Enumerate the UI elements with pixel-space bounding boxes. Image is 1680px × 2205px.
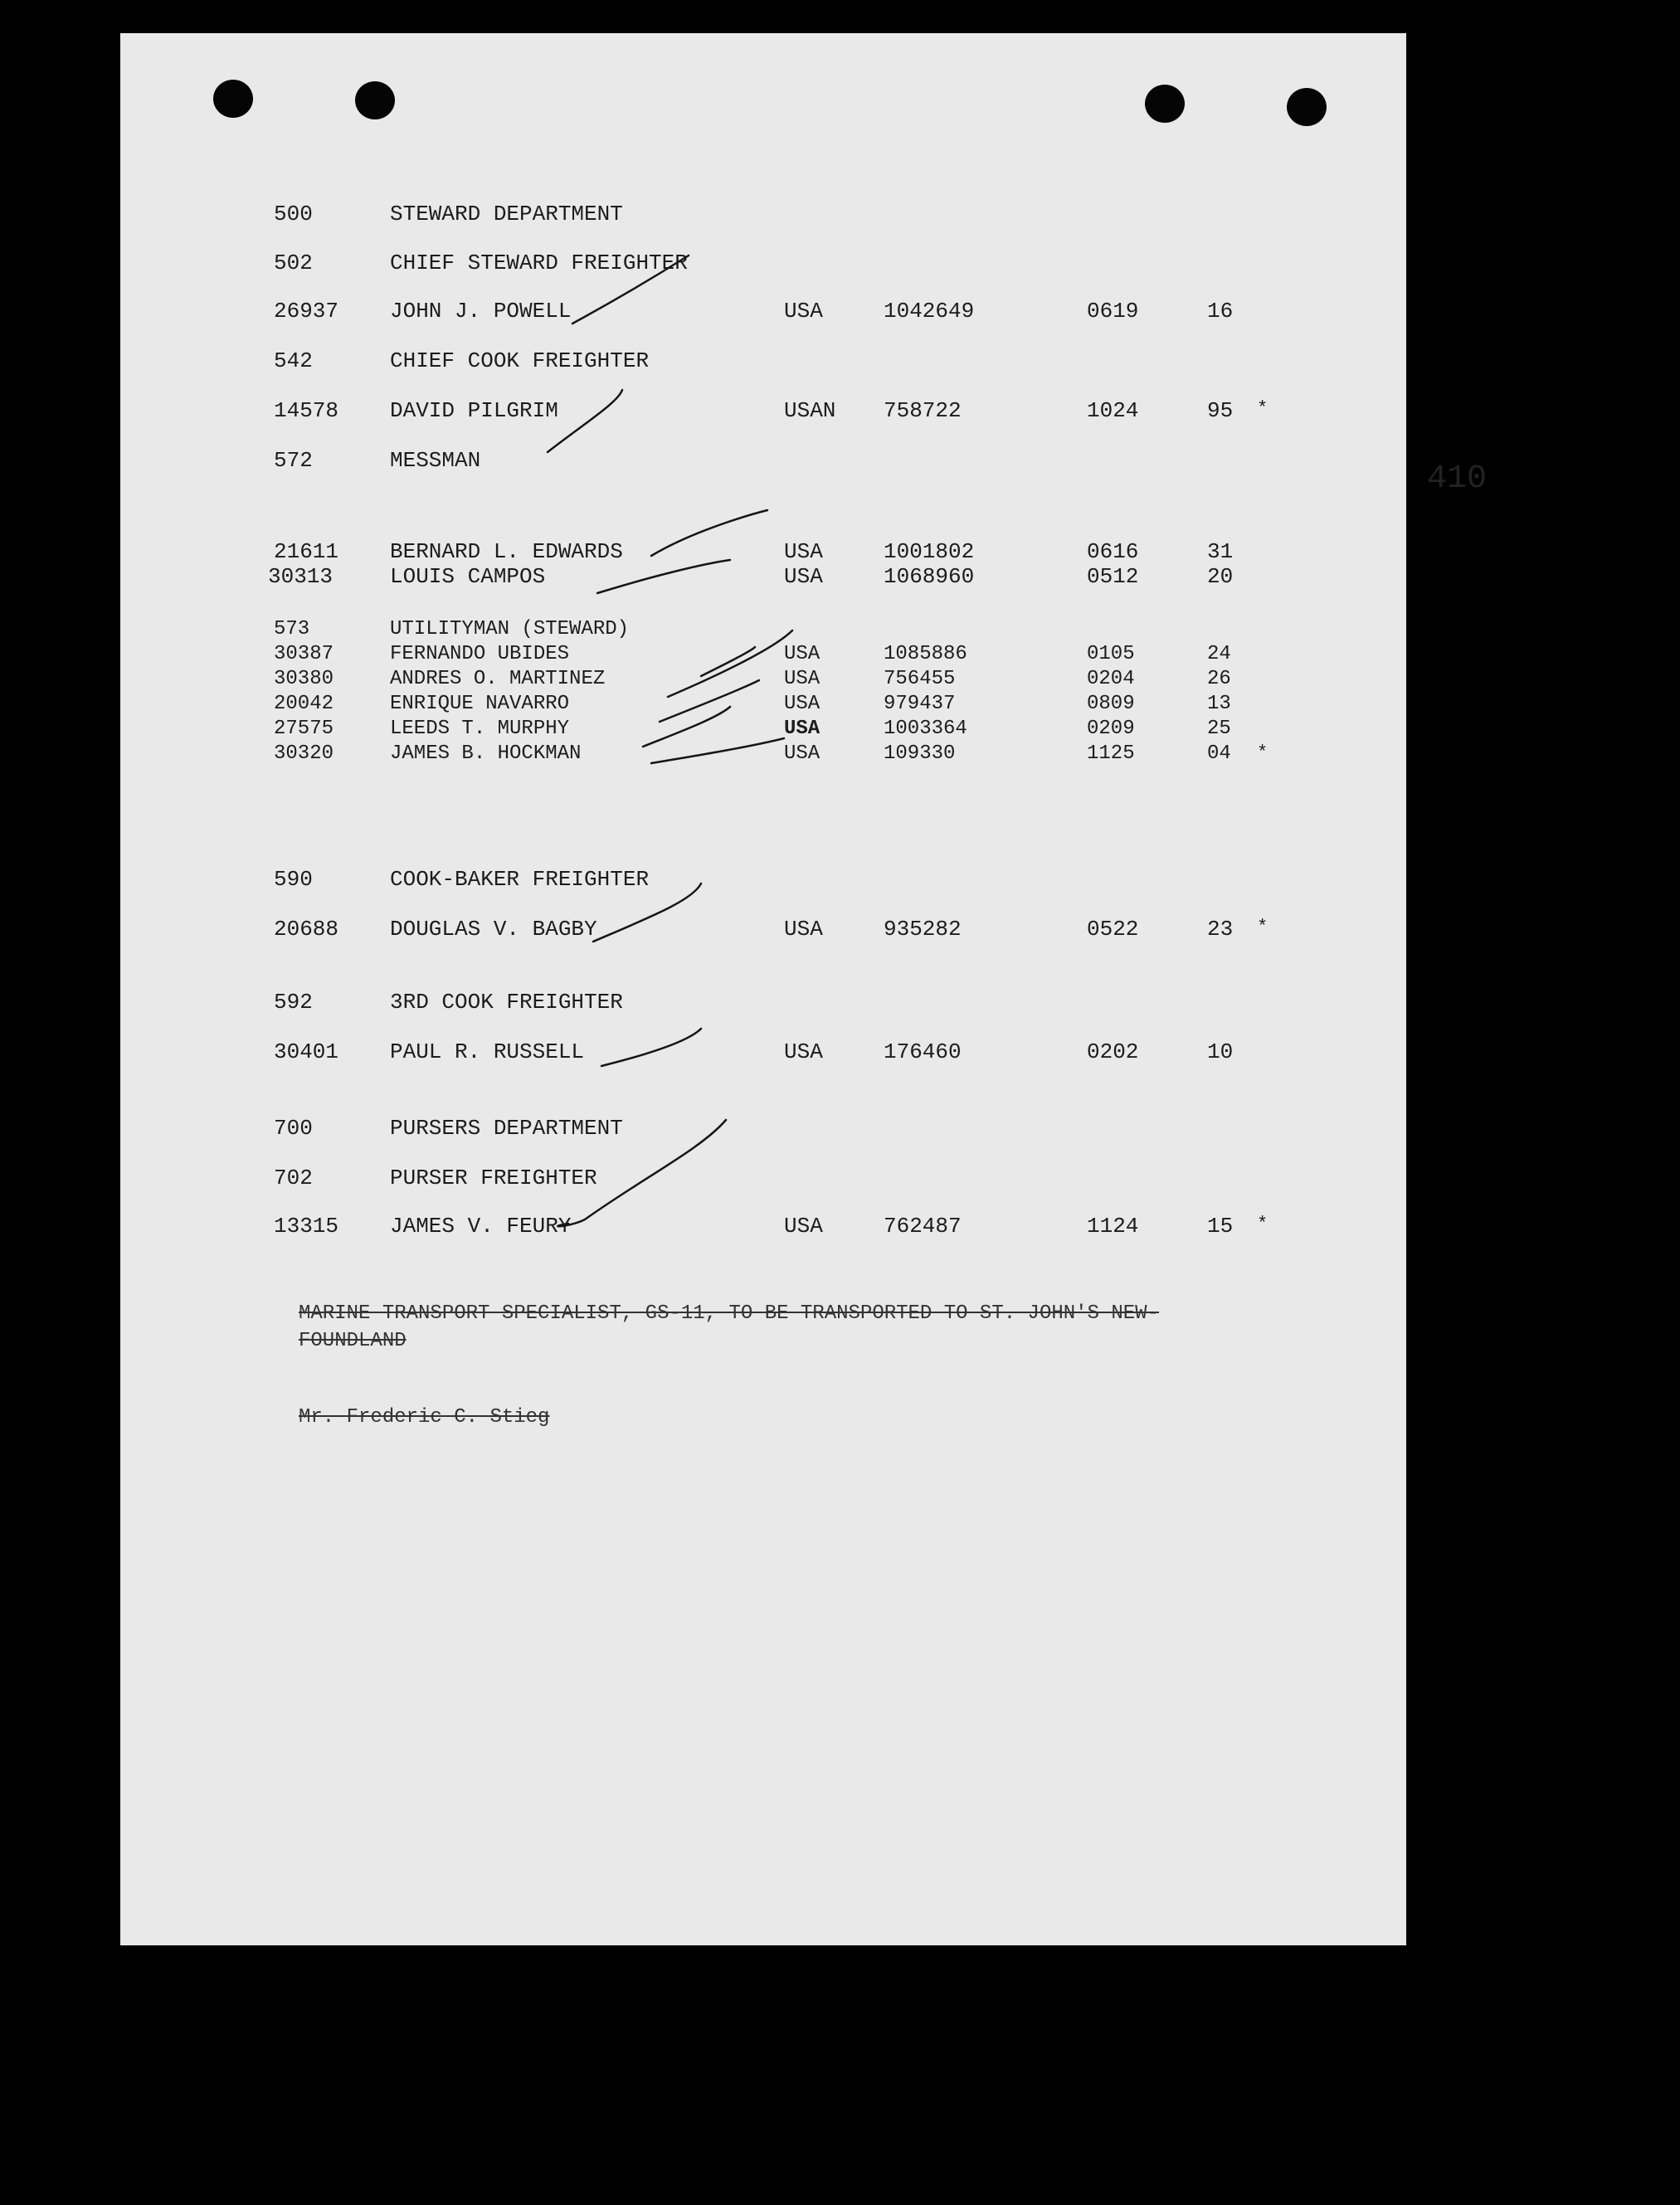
position-code: 573 <box>274 618 310 640</box>
document-page <box>120 33 1488 1945</box>
citizenship: USA <box>784 643 821 665</box>
citizenship: USA <box>784 564 823 589</box>
crew-name: DAVID PILGRIM <box>390 398 558 423</box>
crew-id: 30320 <box>274 742 334 765</box>
struck-out-line: FOUNDLAND <box>299 1330 407 1352</box>
crew-id: 30313 <box>268 564 334 589</box>
document-number: 935282 <box>884 917 962 942</box>
crew-name: BERNARD L. EDWARDS <box>390 539 623 564</box>
crew-id: 26937 <box>274 299 339 324</box>
crew-row <box>120 1214 1406 1242</box>
crew-name: PAUL R. RUSSELL <box>390 1039 585 1064</box>
crew-row <box>120 643 1406 671</box>
crew-id: 20042 <box>274 693 334 715</box>
year-code: 04 <box>1207 742 1231 765</box>
citizenship: USA <box>784 718 821 740</box>
date-code: 0616 <box>1087 539 1139 564</box>
crew-id: 13315 <box>274 1214 339 1239</box>
crew-name: JOHN J. POWELL <box>390 299 572 324</box>
crew-row <box>120 917 1406 945</box>
date-code: 0809 <box>1087 693 1135 715</box>
page-number: 410 <box>1427 460 1488 498</box>
position-header <box>120 251 1406 279</box>
crew-id: 14578 <box>274 398 339 423</box>
crew-row <box>120 564 1406 592</box>
position-code: 500 <box>274 202 313 226</box>
citizenship: USA <box>784 539 823 564</box>
position-header <box>120 867 1406 895</box>
struck-out-line: MARINE TRANSPORT SPECIALIST, GS-11, TO BE TRANSPORTED TO ST. JOHN'S NEW- <box>299 1302 1159 1325</box>
document-number: 762487 <box>884 1214 962 1239</box>
struck-out-name: Mr. Frederic C. Stieg <box>299 1406 550 1429</box>
document-number: 756455 <box>884 668 956 690</box>
citizenship: USA <box>784 299 823 324</box>
citizenship: USA <box>784 1214 823 1239</box>
position-code: 592 <box>274 990 313 1015</box>
position-code: 700 <box>274 1116 313 1141</box>
asterisk-mark: * <box>1257 398 1269 419</box>
position-title: UTILITYMAN (STEWARD) <box>390 618 630 640</box>
punch-hole <box>213 80 253 118</box>
crew-id: 27575 <box>274 718 334 740</box>
document-number: 1085886 <box>884 643 967 665</box>
position-header <box>120 348 1406 377</box>
crew-name: LEEDS T. MURPHY <box>390 718 570 740</box>
year-code: 15 <box>1207 1214 1234 1239</box>
crew-name: JAMES V. FEURY <box>390 1214 572 1239</box>
asterisk-mark: * <box>1257 917 1269 937</box>
position-code: 542 <box>274 348 313 373</box>
crew-name: JAMES B. HOCKMAN <box>390 742 582 765</box>
position-title: PURSER FREIGHTER <box>390 1166 597 1190</box>
crew-name: DOUGLAS V. BAGBY <box>390 917 597 942</box>
crew-id: 20688 <box>274 917 339 942</box>
position-title: 3RD COOK FREIGHTER <box>390 990 623 1015</box>
position-code: 702 <box>274 1166 313 1190</box>
crew-row <box>120 1039 1406 1068</box>
position-header <box>120 1166 1406 1194</box>
section-header <box>120 202 1406 230</box>
position-title: COOK-BAKER FREIGHTER <box>390 867 650 892</box>
asterisk-mark: * <box>1257 1214 1269 1234</box>
year-code: 25 <box>1207 718 1231 740</box>
section-title: PURSERS DEPARTMENT <box>390 1116 623 1141</box>
position-header <box>120 618 1406 646</box>
citizenship: USA <box>784 693 821 715</box>
document-number: 758722 <box>884 398 962 423</box>
crew-name: FERNANDO UBIDES <box>390 643 570 665</box>
crew-name: LOUIS CAMPOS <box>390 564 546 589</box>
citizenship: USA <box>784 668 821 690</box>
punch-hole <box>355 81 395 119</box>
date-code: 0522 <box>1087 917 1139 942</box>
position-header <box>120 990 1406 1018</box>
document-number: 1001802 <box>884 539 975 564</box>
crew-row <box>120 693 1406 721</box>
date-code: 0619 <box>1087 299 1139 324</box>
position-title: MESSMAN <box>390 448 481 473</box>
document-number: 979437 <box>884 693 956 715</box>
date-code: 1124 <box>1087 1214 1139 1239</box>
crew-row <box>120 539 1406 567</box>
document-number: 1003364 <box>884 718 967 740</box>
document-number: 109330 <box>884 742 956 765</box>
crew-row <box>120 398 1406 426</box>
punch-hole <box>1287 88 1327 126</box>
citizenship: USA <box>784 742 821 765</box>
crew-name: ENRIQUE NAVARRO <box>390 693 570 715</box>
citizenship: USAN <box>784 398 836 423</box>
date-code: 0105 <box>1087 643 1135 665</box>
year-code: 16 <box>1207 299 1234 324</box>
crew-row <box>120 299 1406 327</box>
year-code: 13 <box>1207 693 1231 715</box>
date-code: 0202 <box>1087 1039 1139 1064</box>
document-number: 1068960 <box>884 564 975 589</box>
year-code: 26 <box>1207 668 1231 690</box>
section-title: STEWARD DEPARTMENT <box>390 202 623 226</box>
date-code: 1024 <box>1087 398 1139 423</box>
year-code: 31 <box>1207 539 1234 564</box>
document-number: 1042649 <box>884 299 975 324</box>
crew-row <box>120 742 1406 771</box>
document-number: 176460 <box>884 1039 962 1064</box>
date-code: 0512 <box>1087 564 1139 589</box>
position-code: 572 <box>274 448 313 473</box>
date-code: 1125 <box>1087 742 1135 765</box>
crew-id: 30387 <box>274 643 334 665</box>
date-code: 0204 <box>1087 668 1135 690</box>
citizenship: USA <box>784 1039 823 1064</box>
position-code: 502 <box>274 251 313 275</box>
crew-row <box>120 718 1406 746</box>
asterisk-mark: * <box>1257 742 1269 763</box>
year-code: 20 <box>1207 564 1234 589</box>
section-header <box>120 1116 1406 1144</box>
crew-id: 21611 <box>274 539 339 564</box>
year-code: 95 <box>1207 398 1234 423</box>
punch-hole <box>1145 85 1185 123</box>
crew-id: 30380 <box>274 668 334 690</box>
date-code: 0209 <box>1087 718 1135 740</box>
position-code: 590 <box>274 867 313 892</box>
crew-name: ANDRES O. MARTINEZ <box>390 668 606 690</box>
position-title: CHIEF COOK FREIGHTER <box>390 348 650 373</box>
year-code: 24 <box>1207 643 1231 665</box>
year-code: 10 <box>1207 1039 1234 1064</box>
crew-row <box>120 668 1406 696</box>
position-title: CHIEF STEWARD FREIGHTER <box>390 251 688 275</box>
citizenship: USA <box>784 917 823 942</box>
year-code: 23 <box>1207 917 1234 942</box>
crew-id: 30401 <box>274 1039 339 1064</box>
position-header <box>120 448 1406 476</box>
